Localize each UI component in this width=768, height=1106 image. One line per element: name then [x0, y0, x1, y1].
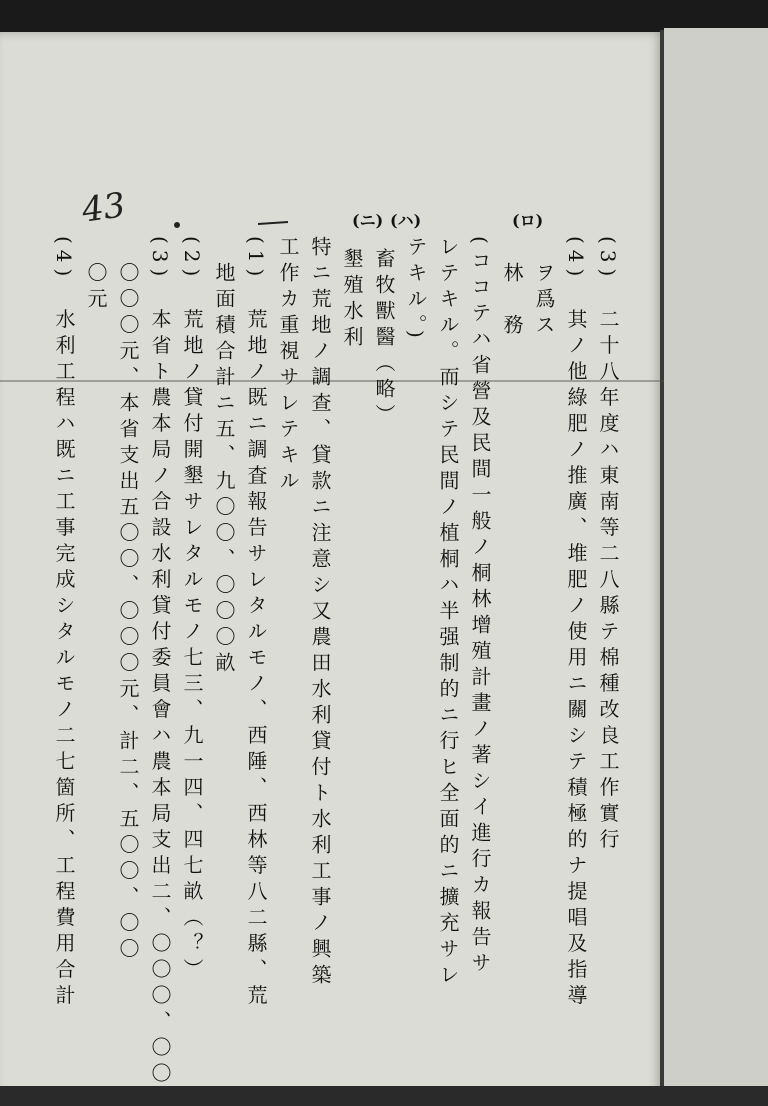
- page-gutter: [660, 30, 664, 1106]
- text-column-1: (3) 二十八年度ハ東南等二八縣テ棉種改良工作實行: [596, 236, 620, 855]
- text-column-3: ヲ爲ス: [532, 262, 556, 340]
- text-column-18: (4) 水利工程ハ既ニ工事完成シタルモノ二七箇所、工程費用合計: [52, 236, 76, 1011]
- text-column-10: 特ニ荒地ノ調查、貸款ニ注意シ又農田水利貸付ト水利工事ノ興築: [308, 236, 332, 990]
- text-column-16: 〇〇〇元、本省支出五〇〇、〇〇〇元、計二、五〇〇、〇〇: [116, 262, 140, 964]
- ink-dot: [174, 222, 180, 228]
- section-heading-forestry: 林 務: [500, 262, 524, 340]
- text-column-14: (2) 荒地ノ貸付開墾サレタルモノ七三、九一四、四七畝（？）: [180, 236, 204, 985]
- adjacent-page-edge: [664, 28, 768, 1088]
- text-column-11: 工作カ重視サレテキル: [276, 236, 300, 496]
- section-marker-ha: (ハ): [390, 211, 422, 230]
- text-column-17: 〇元: [84, 262, 108, 314]
- section-heading-irrigation: 墾殖水利: [340, 248, 364, 352]
- text-column-2: (4) 其ノ他綠肥ノ推廣、堆肥ノ使用ニ關シテ積極的ナ提唱及指導: [564, 236, 588, 1011]
- text-column-13: 地面積合計ニ五、九〇〇、〇〇〇畝: [212, 262, 236, 678]
- text-column-6: レテキル。而シテ民間ノ植桐ハ半强制的ニ行ヒ全面的ニ擴充サレ: [436, 236, 460, 990]
- text-column-12: (1) 荒地ノ既ニ調査報告サレタルモノ、西陲、西林等八二縣、荒: [244, 236, 268, 1011]
- scan-bottom-edge: [0, 1086, 768, 1106]
- text-column-5: (ココテハ省營及民間一般ノ桐林增殖計畫ノ著シイ進行カ報告サ: [468, 236, 492, 978]
- text-column-15: (3) 本省ト農本局ノ合設水利貸付委員會ハ農本局支出二、〇〇〇、〇〇: [148, 236, 172, 1089]
- text-column-7: テキル。): [404, 236, 428, 344]
- section-marker-ro: (ロ): [512, 211, 544, 230]
- section-heading-livestock: 畜牧獸醫（略）: [372, 248, 396, 430]
- handwritten-page-number: 43: [79, 185, 128, 231]
- section-marker-ni: (ニ): [352, 211, 384, 230]
